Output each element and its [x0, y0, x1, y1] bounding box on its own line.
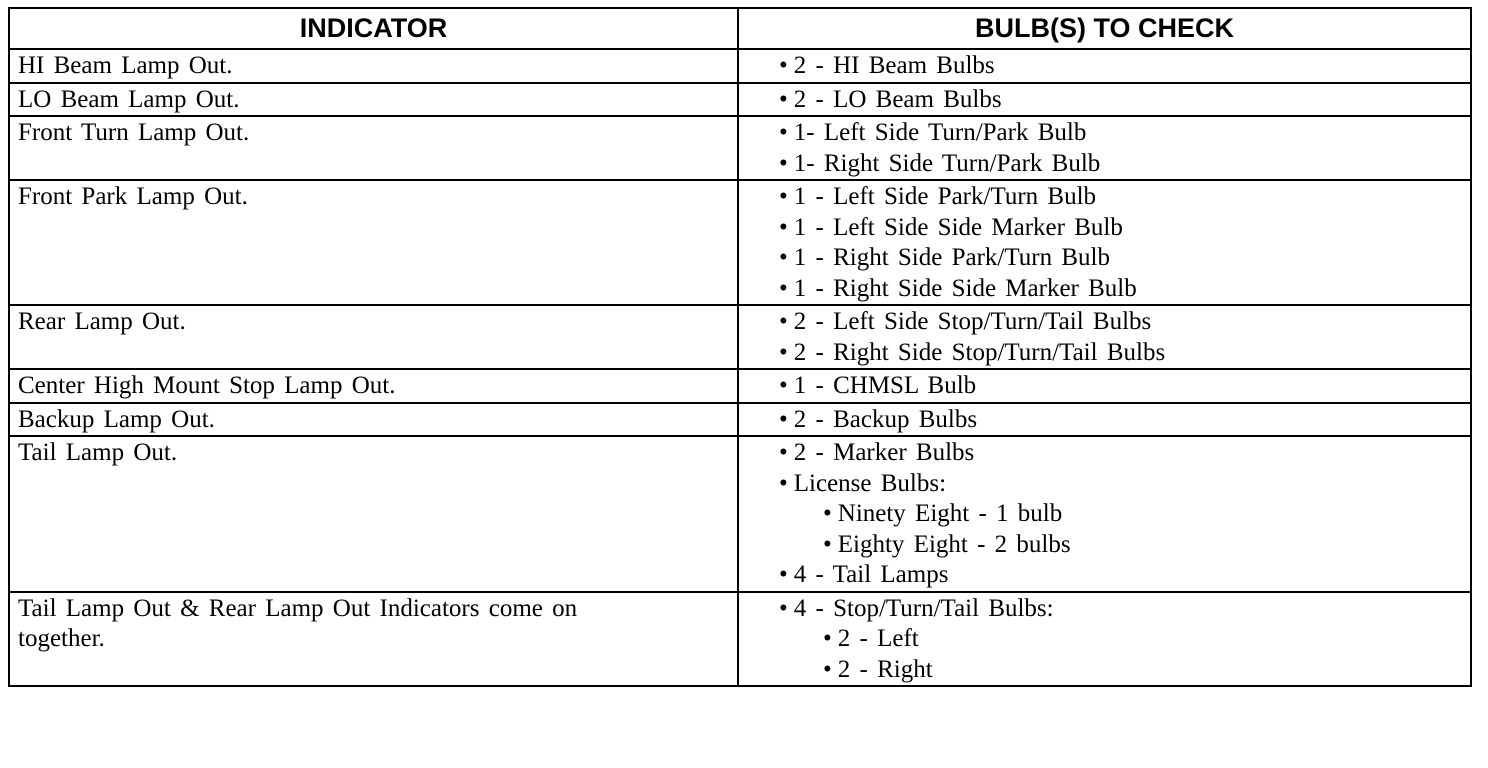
bulbs-cell: [738, 369, 1471, 403]
bulbs-cell: [738, 49, 1471, 83]
bullet-icon: •: [779, 52, 788, 79]
bulb-item: [779, 182, 1462, 213]
indicator-text: LO Beam Lamp Out.: [18, 85, 240, 113]
table-row: [9, 369, 1471, 403]
bulb-text: 1 - CHMSL Bulb: [793, 372, 977, 399]
bulbs-column-header: BULB(S) TO CHECK: [738, 8, 1471, 49]
indicator-cell: [9, 403, 738, 437]
indicator-cell: [9, 83, 738, 117]
bulb-item: [779, 371, 1462, 402]
bullet-icon: •: [779, 469, 788, 497]
bulb-text: 2 - Right: [837, 655, 933, 683]
sub-bulb-item: [779, 655, 1462, 686]
bulb-text: 2 - Left Side Stop/Turn/Tail Bulbs: [793, 308, 1152, 335]
bullet-icon: •: [779, 149, 788, 177]
header-row: [9, 8, 1471, 49]
bullet-icon: •: [823, 625, 832, 652]
bulbs-cell: [738, 305, 1471, 369]
bullet-icon: •: [779, 405, 788, 433]
bulb-text: 4 - Tail Lamps: [793, 561, 949, 588]
bullet-icon: •: [779, 372, 788, 399]
bullet-icon: •: [779, 274, 788, 302]
bulb-text: 2 - Backup Bulbs: [793, 405, 978, 433]
indicator-cell: [9, 305, 738, 369]
bullet-icon: •: [779, 338, 788, 366]
bulb-item: [779, 51, 1462, 82]
indicator-text: Tail Lamp Out & Rear Lamp Out Indicators come on together.: [18, 594, 578, 652]
bulb-item: [779, 149, 1462, 180]
table-row: [9, 83, 1471, 117]
sub-bulb-item: [779, 530, 1462, 561]
sub-bulb-item: [779, 624, 1462, 655]
bulb-item: [779, 438, 1462, 469]
indicator-column-header: INDICATOR: [9, 8, 738, 49]
indicator-text: Rear Lamp Out.: [18, 308, 186, 335]
table-row: [9, 436, 1471, 592]
bullet-icon: •: [779, 85, 788, 113]
indicator-text: Front Park Lamp Out.: [18, 183, 248, 210]
indicator-cell: [9, 49, 738, 83]
bulb-text: Ninety Eight - 1 bulb: [837, 500, 1063, 527]
bulb-text: 2 - Left: [837, 625, 919, 652]
table-row: [9, 305, 1471, 369]
bullet-icon: •: [779, 183, 788, 210]
table-row: [9, 403, 1471, 437]
indicator-text: Tail Lamp Out.: [18, 439, 178, 466]
bulb-item: [779, 85, 1462, 116]
indicator-cell: [9, 436, 738, 592]
indicator-text: Backup Lamp Out.: [18, 405, 215, 433]
bulb-text: 2 - Right Side Stop/Turn/Tail Bulbs: [793, 338, 1166, 366]
bulbs-cell: [738, 180, 1471, 305]
table-row: [9, 592, 1471, 687]
indicator-cell: [9, 592, 738, 687]
indicator-cell: [9, 180, 738, 305]
bulb-item: [779, 469, 1462, 500]
bulb-text: 1 - Right Side Park/Turn Bulb: [793, 244, 1110, 271]
bulbs-cell: [738, 83, 1471, 117]
table-row: [9, 180, 1471, 305]
indicator-text: HI Beam Lamp Out.: [18, 52, 233, 79]
bullet-icon: •: [779, 561, 788, 588]
bulb-item: [779, 594, 1462, 625]
bulb-text: 1 - Left Side Side Marker Bulb: [793, 213, 1123, 241]
bulb-text: 2 - HI Beam Bulbs: [793, 52, 995, 79]
bulbs-cell: [738, 116, 1471, 180]
bulb-item: [779, 560, 1462, 591]
bullet-icon: •: [823, 500, 832, 527]
bulbs-cell: [738, 436, 1471, 592]
bulb-item: [779, 307, 1462, 338]
sub-bulb-item: [779, 499, 1462, 530]
bulb-item: [779, 243, 1462, 274]
bullet-icon: •: [779, 308, 788, 335]
bulb-text: Eighty Eight - 2 bulbs: [837, 530, 1071, 558]
indicator-cell: [9, 369, 738, 403]
bullet-icon: •: [779, 119, 788, 146]
table-row: [9, 116, 1471, 180]
bulb-text: 1 - Right Side Side Marker Bulb: [793, 274, 1137, 302]
bulb-item: [779, 118, 1462, 149]
bullet-icon: •: [779, 594, 788, 622]
bulbs-cell: [738, 403, 1471, 437]
bulbs-cell: [738, 592, 1471, 687]
bulb-text: 4 - Stop/Turn/Tail Bulbs:: [793, 594, 1054, 622]
indicator-text: Front Turn Lamp Out.: [18, 119, 250, 146]
bulb-text: 1- Right Side Turn/Park Bulb: [793, 149, 1101, 177]
bulb-text: 1- Left Side Turn/Park Bulb: [793, 119, 1087, 146]
bullet-icon: •: [823, 530, 832, 558]
bullet-icon: •: [823, 655, 832, 683]
bulb-item: [779, 338, 1462, 369]
bulb-item: [779, 405, 1462, 436]
indicator-cell: [9, 116, 738, 180]
bullet-icon: •: [779, 244, 788, 271]
bullet-icon: •: [779, 213, 788, 241]
bullet-icon: •: [779, 439, 788, 466]
bulb-text: 2 - LO Beam Bulbs: [793, 85, 1002, 113]
table-row: [9, 49, 1471, 83]
bulb-item: [779, 274, 1462, 305]
bulb-text: License Bulbs:: [793, 469, 947, 497]
bulb-item: [779, 213, 1462, 244]
bulb-text: 2 - Marker Bulbs: [793, 439, 975, 466]
indicator-text: Center High Mount Stop Lamp Out.: [18, 372, 396, 399]
bulb-check-table: [8, 7, 1472, 687]
bulb-text: 1 - Left Side Park/Turn Bulb: [793, 183, 1097, 210]
